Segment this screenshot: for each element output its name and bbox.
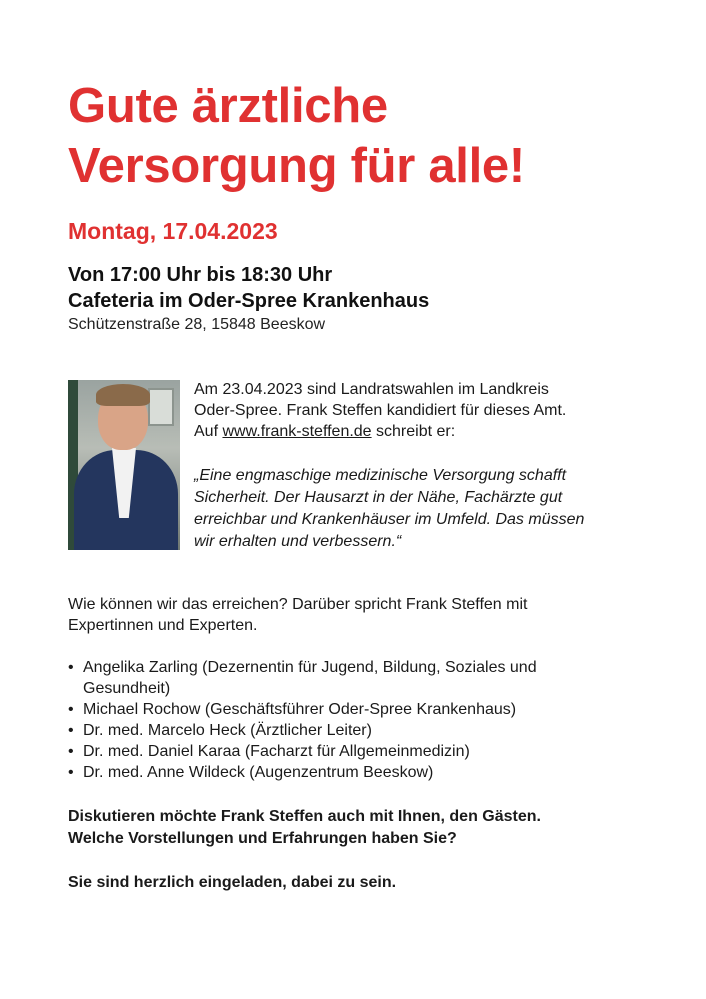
quote-line: wir erhalten und verbessern.“ — [194, 533, 402, 550]
quote-line: Sicherheit. Der Hausarzt in der Nähe, Fachärzte gut — [194, 489, 563, 506]
event-date: Montag, 17.04.2023 — [68, 218, 278, 244]
experts-list — [68, 657, 648, 783]
question-line: Wie können wir das erreichen? Darüber spricht Frank Steffen mit — [68, 596, 528, 613]
candidate-website-link[interactable]: www.frank-steffen.de — [222, 423, 372, 440]
page-title — [68, 76, 525, 196]
candidate-quote — [194, 465, 654, 553]
title-line-2: Versorgung für alle! — [68, 139, 525, 193]
event-address: Schützenstraße 28, 15848 Beeskow — [68, 316, 326, 333]
bullet-icon: • — [68, 764, 74, 781]
bullet-icon: • — [68, 659, 74, 676]
question-line: Expertinnen und Experten. — [68, 617, 258, 634]
event-venue: Cafeteria im Oder-Spree Krankenhaus — [68, 290, 430, 312]
quote-line: erreichbar und Krankenhäuser im Umfeld. Das müssen — [194, 511, 585, 528]
closing-line: Diskutieren möchte Frank Steffen auch mit Ihnen, den Gästen. — [68, 808, 541, 825]
intro-line: Oder-Spree. Frank Steffen kandidiert für dieses Amt. — [194, 402, 567, 419]
expert-line: Dr. med. Marcelo Heck (Ärztlicher Leiter) — [83, 722, 372, 739]
expert-line: Dr. med. Anne Wildeck (Augenzentrum Beeskow) — [83, 764, 434, 781]
intro-line: Am 23.04.2023 sind Landratswahlen im Landkreis — [194, 381, 549, 398]
bullet-icon: • — [68, 743, 74, 760]
intro-prefix: Auf — [194, 423, 223, 440]
list-item — [68, 657, 648, 699]
closing-line: Welche Vorstellungen und Erfahrungen haben Sie? — [68, 830, 457, 847]
photo-hair — [96, 384, 150, 406]
candidate-photo — [68, 380, 180, 550]
bullet-icon: • — [68, 722, 74, 739]
intro-line — [194, 421, 654, 442]
closing-text — [68, 806, 668, 850]
list-item — [68, 741, 648, 762]
title-line-1: Gute ärztliche — [68, 79, 388, 133]
question-text — [68, 594, 648, 636]
expert-line: Gesundheit) — [83, 680, 171, 697]
intro-text — [194, 379, 654, 442]
intro-suffix: schreibt er: — [371, 423, 456, 440]
bullet-icon: • — [68, 701, 74, 718]
expert-line: Michael Rochow (Geschäftsführer Oder-Spree Krankenhaus) — [83, 701, 517, 718]
expert-line: Angelika Zarling (Dezernentin für Jugend, Bildung, Soziales und — [83, 659, 537, 676]
expert-line: Dr. med. Daniel Karaa (Facharzt für Allgemeinmedizin) — [83, 743, 470, 760]
invitation-text: Sie sind herzlich eingeladen, dabei zu sein. — [68, 874, 397, 891]
list-item — [68, 762, 648, 783]
list-item — [68, 720, 648, 741]
list-item — [68, 699, 648, 720]
event-time: Von 17:00 Uhr bis 18:30 Uhr — [68, 264, 333, 286]
photo-background-window — [148, 388, 174, 426]
quote-line: „Eine engmaschige medizinische Versorgung schafft — [194, 467, 567, 484]
